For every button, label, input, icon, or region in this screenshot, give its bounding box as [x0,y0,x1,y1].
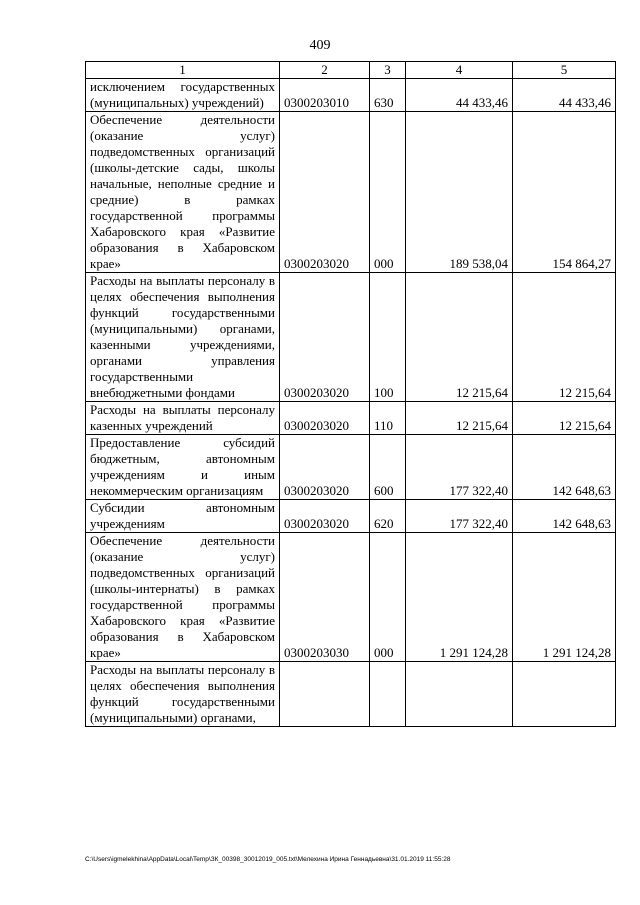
row-name-cell: Обеспечение деятельности (оказание услуг) подведомственных организаций (школы-интернаты) в рамках государственной программы Хабаровского края «Развитие образования в Хабаровском крае» [86,533,280,662]
row-type-cell: 110 [370,402,406,435]
row-name-cell: исключением государственных (муниципальных) учреждений) [86,79,280,112]
row-type-cell [370,662,406,727]
column-header: 1 [86,62,280,79]
row-type-cell: 000 [370,533,406,662]
row-amount-cell: 189 538,04 [406,112,513,273]
row-amount-cell: 1 291 124,28 [406,533,513,662]
column-header: 3 [370,62,406,79]
budget-table [85,61,616,727]
row-amount-cell: 154 864,27 [513,112,616,273]
document-footer-path: C:\Users\igmelekhina\AppData\Local\Temp\ЗК_00398_30012019_005.txt\Мелехина Ирина Геннадьевна\31.01.2019 11:55:28 [85,856,451,863]
row-amount-cell [406,662,513,727]
row-amount-cell: 1 291 124,28 [513,533,616,662]
row-amount-cell: 177 322,40 [406,500,513,533]
row-type-cell: 630 [370,79,406,112]
row-code-cell: 0300203020 [280,402,370,435]
table-row [86,533,616,662]
row-amount-cell: 44 433,46 [513,79,616,112]
row-name-cell: Расходы на выплаты персоналу казенных учреждений [86,402,280,435]
table-row [86,662,616,727]
column-header: 4 [406,62,513,79]
row-amount-cell [513,662,616,727]
row-amount-cell: 177 322,40 [406,435,513,500]
table-row [86,273,616,402]
table-row [86,402,616,435]
row-type-cell: 000 [370,112,406,273]
row-type-cell: 100 [370,273,406,402]
row-name-cell: Расходы на выплаты персоналу в целях обеспечения выполнения функций государственными (муниципальными) органами, [86,662,280,727]
row-amount-cell: 12 215,64 [406,402,513,435]
row-code-cell [280,662,370,727]
row-code-cell: 0300203020 [280,435,370,500]
page-number: 409 [309,38,331,53]
row-code-cell: 0300203020 [280,112,370,273]
row-code-cell: 0300203030 [280,533,370,662]
row-code-cell: 0300203020 [280,500,370,533]
row-amount-cell: 12 215,64 [513,402,616,435]
row-name-cell: Предоставление субсидий бюджетным, автономным учреждениям и иным некоммерческим организациям [86,435,280,500]
table-row [86,500,616,533]
row-type-cell: 620 [370,500,406,533]
table-header-row [86,62,616,79]
row-amount-cell: 44 433,46 [406,79,513,112]
row-amount-cell: 12 215,64 [513,273,616,402]
table-row [86,435,616,500]
row-code-cell: 0300203010 [280,79,370,112]
table-row [86,79,616,112]
row-amount-cell: 142 648,63 [513,435,616,500]
column-header: 5 [513,62,616,79]
row-name-cell: Субсидии автономным учреждениям [86,500,280,533]
row-amount-cell: 142 648,63 [513,500,616,533]
row-name-cell: Обеспечение деятельности (оказание услуг) подведомственных организаций (школы-детские сады, школы начальные, неполные средние и средние) в рамках государственной программы Хабаровского края «Развитие образования в Хабаровском крае» [86,112,280,273]
column-header: 2 [280,62,370,79]
row-code-cell: 0300203020 [280,273,370,402]
row-name-cell: Расходы на выплаты персоналу в целях обеспечения выполнения функций государственными (муниципальными) органами, казенными учреждениями, органами управления государственными внебюджетными фондами [86,273,280,402]
table-row [86,112,616,273]
row-type-cell: 600 [370,435,406,500]
row-amount-cell: 12 215,64 [406,273,513,402]
